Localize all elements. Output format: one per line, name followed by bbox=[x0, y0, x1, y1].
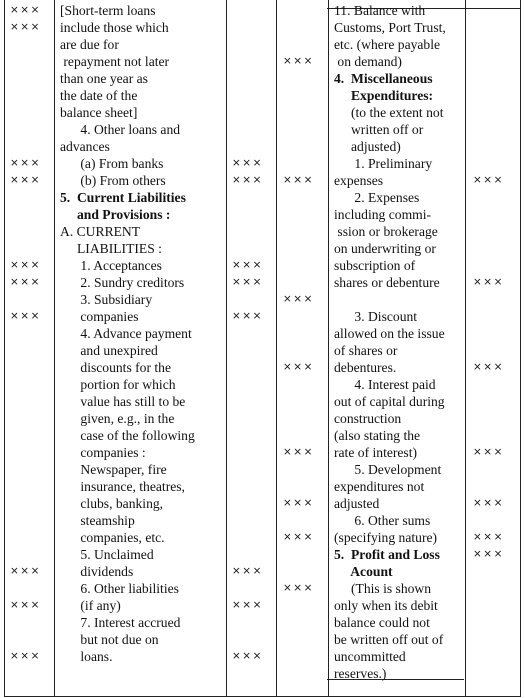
table-cell-text: [Short-term loans bbox=[60, 3, 156, 18]
table-cell-text: repayment not later bbox=[60, 54, 170, 69]
table-cell-text: on underwriting or bbox=[334, 241, 436, 256]
table-cell-text: expenses bbox=[334, 173, 384, 188]
table-cell-text: reserves.) bbox=[334, 666, 387, 681]
table-cell-text: ssion or brokerage bbox=[334, 224, 438, 239]
table-cell-text: 2. Expenses bbox=[334, 190, 420, 205]
table-cell-amount: ××× bbox=[232, 650, 263, 662]
table-cell-text: the date of the bbox=[60, 88, 138, 103]
table-cell-text: balance could not bbox=[334, 615, 430, 630]
table-cell-text: 3. Subsidiary bbox=[60, 292, 153, 307]
table-cell-amount: ××× bbox=[473, 531, 504, 543]
table-cell-text: allowed on the issue bbox=[334, 326, 445, 341]
table-cell-text: adjusted) bbox=[334, 139, 401, 154]
table-cell-amount: ××× bbox=[473, 497, 504, 509]
table-cell-amount: ××× bbox=[283, 582, 314, 594]
table-cell-text: Newspaper, fire bbox=[60, 462, 167, 477]
table-cell-text: out of capital during bbox=[334, 394, 445, 409]
table-cell-text: case of the following bbox=[60, 428, 195, 443]
table-cell-text: are due for bbox=[60, 37, 119, 52]
table-cell-text: steamship bbox=[60, 513, 135, 528]
table-cell-amount: ××× bbox=[283, 497, 314, 509]
table-cell-text: written off or bbox=[334, 122, 424, 137]
table-cell-text: (if any) bbox=[60, 598, 121, 613]
table-cell-amount: ××× bbox=[283, 293, 314, 305]
table-cell-text: 3. Discount bbox=[334, 309, 418, 324]
table-cell-amount: ××× bbox=[10, 259, 41, 271]
table-cell-text: expenditures not bbox=[334, 479, 425, 494]
table-cell-text: loans. bbox=[60, 649, 113, 664]
table-cell-text: Customs, Port Trust, bbox=[334, 20, 446, 35]
table-cell-text: subscription of bbox=[334, 258, 416, 273]
table-cell-text: 6. Other liabilities bbox=[60, 581, 179, 596]
table-cell-text: (This is shown bbox=[334, 581, 432, 596]
table-cell-amount: ××× bbox=[473, 174, 504, 186]
table-cell-amount: ××× bbox=[232, 276, 263, 288]
table-cell-text: 5. Current Liabilities bbox=[60, 190, 186, 205]
table-cell-text: Acount bbox=[334, 564, 393, 579]
table-cell-text: only when its debit bbox=[334, 598, 438, 613]
table-cell-text: clubs, banking, bbox=[60, 496, 164, 511]
table-cell-amount: ××× bbox=[10, 174, 41, 186]
table-cell-text: given, e.g., in the bbox=[60, 411, 175, 426]
table-cell-amount: ××× bbox=[473, 446, 504, 458]
table-cell-text: (specifying nature) bbox=[334, 530, 438, 545]
table-cell-text: 5. Unclaimed bbox=[60, 547, 154, 562]
table-cell-amount: ××× bbox=[283, 55, 314, 67]
table-cell-text: companies : bbox=[60, 445, 146, 460]
table-cell-amount: ××× bbox=[10, 21, 41, 33]
table-cell-text: uncommitted bbox=[334, 649, 406, 664]
table-cell-amount: ××× bbox=[10, 4, 41, 16]
table-cell-text: construction bbox=[334, 411, 402, 426]
table-cell-text: companies bbox=[60, 309, 139, 324]
table-cell-text: Expenditures: bbox=[334, 88, 434, 103]
table-cell-text: insurance, theatres, bbox=[60, 479, 185, 494]
table-cell-amount: ××× bbox=[283, 174, 314, 186]
table-cell-text: 2. Sundry creditors bbox=[60, 275, 185, 290]
table-cell-amount: ××× bbox=[232, 565, 263, 577]
table-cell-text: portion for which bbox=[60, 377, 176, 392]
table-cell-text: rate of interest) bbox=[334, 445, 418, 460]
table-cell-text: 4. Advance payment bbox=[60, 326, 192, 341]
table-cell-amount: ××× bbox=[232, 599, 263, 611]
table-cell-text: 7. Interest accrued bbox=[60, 615, 181, 630]
table-cell-amount: ××× bbox=[10, 157, 41, 169]
table-cell-text: 4. Miscellaneous bbox=[334, 71, 433, 86]
table-cell-amount: ××× bbox=[283, 531, 314, 543]
table-cell-text: discounts for the bbox=[60, 360, 172, 375]
table-cell-text: 4. Interest paid bbox=[334, 377, 436, 392]
table-cell-text: 5. Profit and Loss bbox=[334, 547, 440, 562]
table-cell-amount: ××× bbox=[232, 259, 263, 271]
table-cell-amount: ××× bbox=[232, 157, 263, 169]
table-cell-text: be written off out of bbox=[334, 632, 444, 647]
table-cell-text: companies, etc. bbox=[60, 530, 165, 545]
table-cell-amount: ××× bbox=[10, 650, 41, 662]
table-cell-amount: ××× bbox=[10, 276, 41, 288]
table-cell-text: 6. Other sums bbox=[334, 513, 431, 528]
table-cell-text: A. CURRENT bbox=[60, 224, 141, 239]
table-cell-amount: ××× bbox=[473, 361, 504, 373]
table-cell-text: 1. Acceptances bbox=[60, 258, 162, 273]
table-cell-text: 4. Other loans and bbox=[60, 122, 181, 137]
table-cell-amount: ××× bbox=[283, 361, 314, 373]
table-cell-text: and Provisions : bbox=[60, 207, 171, 222]
table-cell-text: of shares or bbox=[334, 343, 398, 358]
table-cell-text: include those which bbox=[60, 20, 169, 35]
column-divider bbox=[465, 0, 466, 696]
table-cell-text: dividends bbox=[60, 564, 134, 579]
table-cell-amount: ××× bbox=[10, 565, 41, 577]
table-cell-text: 11. Balance with bbox=[334, 3, 426, 18]
table-cell-text: but not due on bbox=[60, 632, 159, 647]
table-cell-text: (also stating the bbox=[334, 428, 421, 443]
table-cell-text: balance sheet] bbox=[60, 105, 138, 120]
table-cell-text: and unexpired bbox=[60, 343, 158, 358]
table-cell-text: advances bbox=[60, 139, 110, 154]
balance-sheet-table bbox=[4, 0, 521, 697]
table-cell-text: on demand) bbox=[334, 54, 402, 69]
table-cell-text: adjusted bbox=[334, 496, 380, 511]
table-cell-text: shares or debenture bbox=[334, 275, 440, 290]
table-cell-amount: ××× bbox=[232, 310, 263, 322]
table-cell-amount: ××× bbox=[10, 599, 41, 611]
table-cell-text: debentures. bbox=[334, 360, 397, 375]
table-cell-amount: ××× bbox=[232, 174, 263, 186]
table-cell-text: LIABILITIES : bbox=[60, 241, 162, 256]
table-cell-text: value has still to be bbox=[60, 394, 186, 409]
table-cell-text: than one year as bbox=[60, 71, 148, 86]
table-cell-text: (a) From banks bbox=[60, 156, 164, 171]
table-cell-amount: ××× bbox=[473, 548, 504, 560]
table-cell-text: etc. (where payable bbox=[334, 37, 441, 52]
table-cell-text: (to the extent not bbox=[334, 105, 444, 120]
table-cell-text: including commi- bbox=[334, 207, 432, 222]
table-cell-amount: ××× bbox=[283, 446, 314, 458]
table-cell-amount: ××× bbox=[473, 276, 504, 288]
table-cell-amount: ××× bbox=[10, 310, 41, 322]
column-divider bbox=[276, 0, 277, 696]
table-cell-text: 1. Preliminary bbox=[334, 156, 433, 171]
column-divider bbox=[226, 0, 227, 696]
table-cell-text: (b) From others bbox=[60, 173, 166, 188]
table-cell-text: 5. Development bbox=[334, 462, 442, 477]
column-divider bbox=[54, 0, 55, 696]
column-divider bbox=[328, 0, 329, 696]
